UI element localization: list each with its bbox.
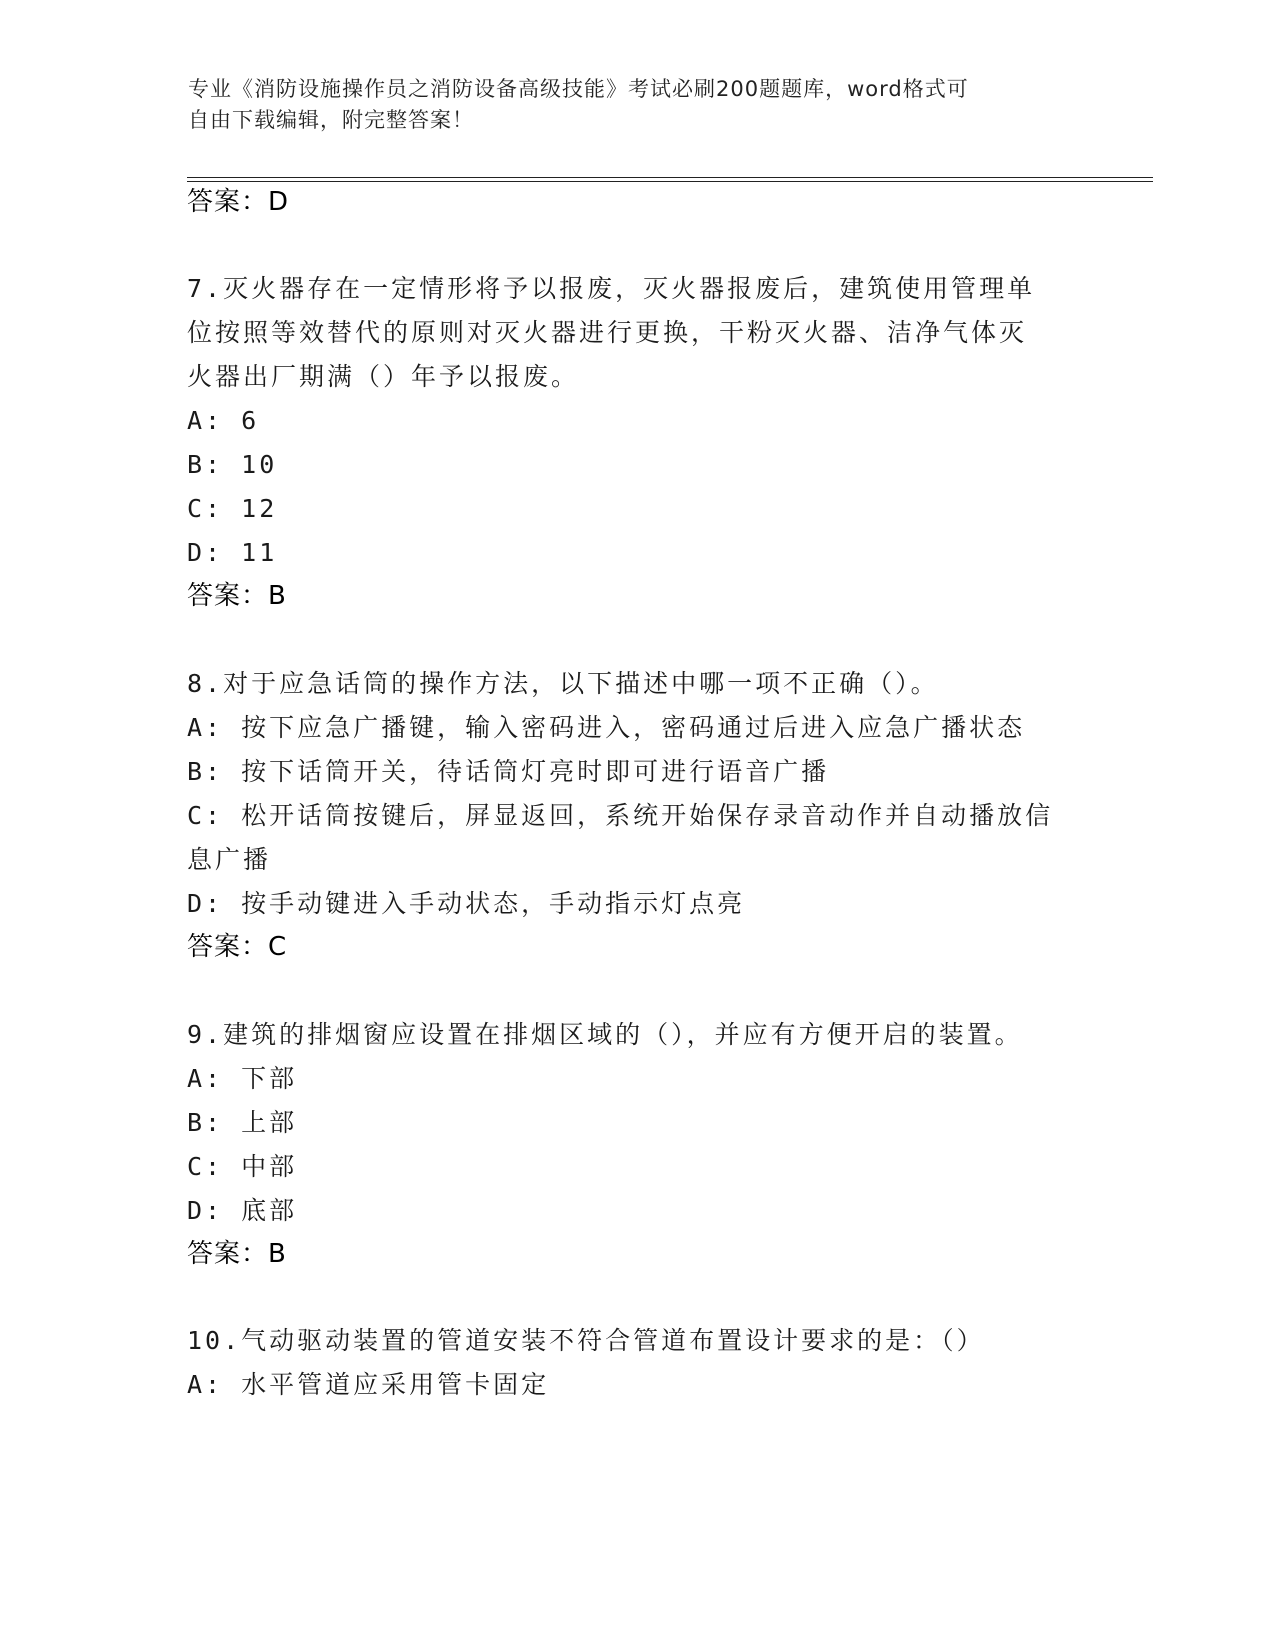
header-divider-double — [187, 181, 1153, 182]
q9-option-c: C: 中部 — [187, 1152, 298, 1181]
q9-option-b: B: 上部 — [187, 1108, 298, 1137]
q8-option-d: D: 按手动键进入手动状态，手动指示灯点亮 — [187, 889, 746, 918]
q9-option-a: A: 下部 — [187, 1064, 298, 1093]
q7-option-d: D: 11 — [187, 538, 278, 567]
q9-stem: 9.建筑的排烟窗应设置在排烟区域的（），并应有方便开启的装置。 — [187, 1020, 1023, 1049]
q8-option-a: A: 按下应急广播键，输入密码进入，密码通过后进入应急广播状态 — [187, 713, 1026, 742]
q9-answer: 答案：B — [187, 1239, 287, 1269]
q7-option-c: C: 12 — [187, 494, 278, 523]
q7-answer: 答案：B — [187, 581, 287, 611]
q8-option-c-line-2: 息广播 — [187, 845, 272, 874]
q10-option-a: A: 水平管道应采用管卡固定 — [187, 1370, 550, 1399]
header-divider — [187, 177, 1153, 178]
q8-option-c-line-1: C: 松开话筒按键后，屏显返回，系统开始保存录音动作并自动播放信 — [187, 801, 1054, 830]
q7-stem-line-1: 7.灭火器存在一定情形将予以报废，灭火器报废后，建筑使用管理单 — [187, 274, 1036, 303]
document-header — [188, 74, 1088, 136]
q10-stem: 10.气动驱动装置的管道安装不符合管道布置设计要求的是：（） — [187, 1326, 985, 1355]
header-title-line-2: 自由下载编辑，附完整答案！ — [188, 108, 474, 132]
q7-option-a: A: 6 — [187, 406, 260, 435]
q8-answer: 答案：C — [187, 932, 288, 962]
q7-option-b: B: 10 — [187, 450, 278, 479]
q9-option-d: D: 底部 — [187, 1196, 298, 1225]
header-title-line-1: 专业《消防设施操作员之消防设备高级技能》考试必刷200题题库，word格式可 — [188, 77, 969, 101]
q7-stem-line-3: 火器出厂期满（）年予以报废。 — [187, 362, 580, 391]
previous-answer: 答案：D — [187, 187, 290, 217]
q7-stem-line-2: 位按照等效替代的原则对灭火器进行更换，干粉灭火器、洁净气体灭 — [187, 318, 1028, 347]
q8-stem: 8.对于应急话筒的操作方法，以下描述中哪一项不正确（）。 — [187, 669, 939, 698]
q8-option-b: B: 按下话筒开关，待话筒灯亮时即可进行语音广播 — [187, 757, 830, 786]
